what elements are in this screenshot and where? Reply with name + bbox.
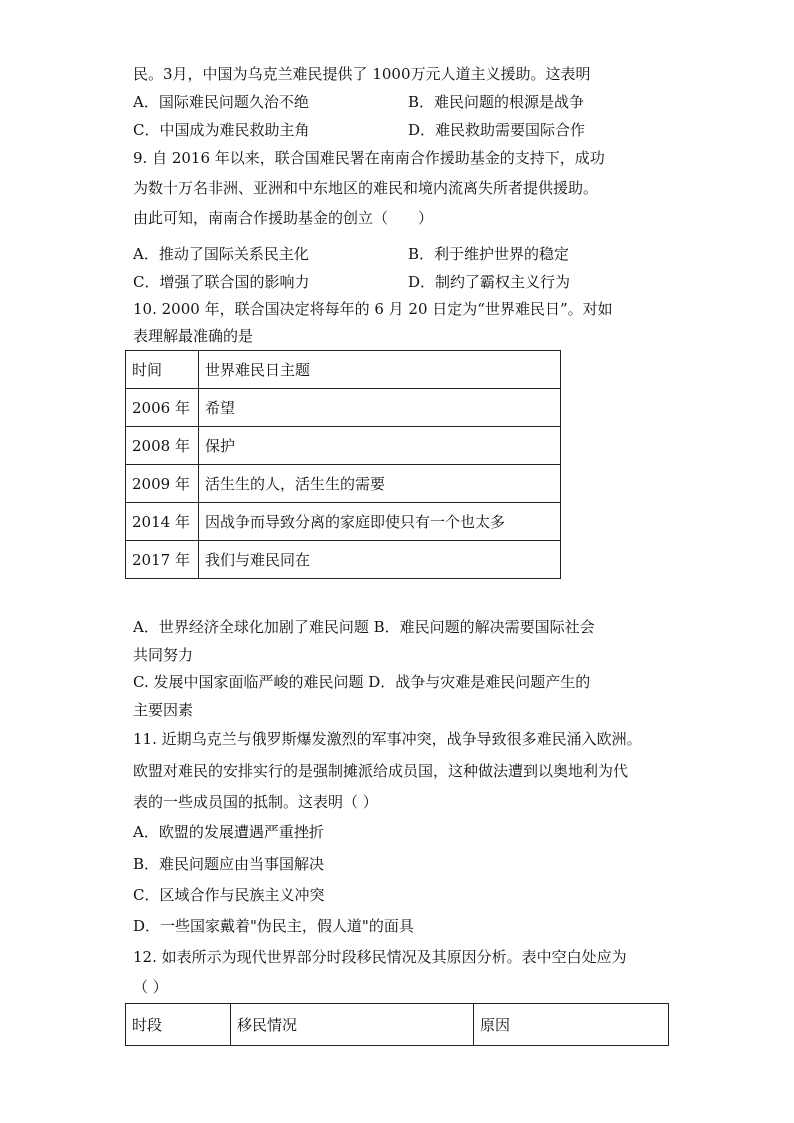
table-row bbox=[126, 427, 561, 465]
table-cell-theme: 我们与难民同在 bbox=[199, 541, 561, 579]
q8-stem-tail: 民。3月，中国为乌克兰难民提供了 1000万元人道主义援助。这表明 bbox=[133, 65, 591, 83]
q8-option-d: D．难民救助需要国际合作 bbox=[408, 121, 586, 139]
q11-stem-line-2: 欧盟对难民的安排实行的是强制摊派给成员国，这种做法遭到以奥地利为代 bbox=[133, 762, 629, 780]
table-cell-theme: 希望 bbox=[199, 389, 561, 427]
q9-option-c: C．增强了联合国的影响力 bbox=[133, 273, 310, 291]
q11-option-a: A．欧盟的发展遭遇严重挫折 bbox=[133, 823, 324, 841]
table-cell-year: 2014 年 bbox=[126, 503, 199, 541]
table-header-row bbox=[126, 351, 561, 389]
table-cell-year: 2008 年 bbox=[126, 427, 199, 465]
q8-option-a: A．国际难民问题久治不绝 bbox=[133, 93, 309, 111]
q9-option-a: A．推动了国际关系民主化 bbox=[133, 245, 309, 263]
q9-stem-line-1: 9. 自 2016 年以来，联合国难民署在南南合作援助基金的支持下，成功 bbox=[133, 149, 605, 167]
q12-stem-line-1: 12. 如表所示为现代世界部分时段移民情况及其原因分析。表中空白处应为 bbox=[133, 948, 627, 966]
q9-stem-line-3: 由此可知，南南合作援助基金的创立（ ） bbox=[133, 209, 434, 227]
q10-stem-line-1: 10. 2000 年，联合国决定将每年的 6 月 20 日定为“世界难民日”。对如 bbox=[133, 300, 613, 318]
table-header-cell: 世界难民日主题 bbox=[199, 351, 561, 389]
q9-option-b: B．利于维护世界的稳定 bbox=[408, 245, 570, 263]
q10-options-line-2: 共同努力 bbox=[133, 646, 194, 664]
table-row bbox=[126, 503, 561, 541]
table-header-cell: 原因 bbox=[474, 1004, 669, 1046]
q9-stem-line-2: 为数十万名非洲、亚洲和中东地区的难民和境内流离失所者提供援助。 bbox=[133, 179, 599, 197]
table-cell-year: 2006 年 bbox=[126, 389, 199, 427]
refugee-day-themes-table bbox=[125, 350, 561, 579]
q8-option-b: B．难民问题的根源是战争 bbox=[408, 93, 585, 111]
table-cell-year: 2017 年 bbox=[126, 541, 199, 579]
table-header-cell: 移民情况 bbox=[231, 1004, 474, 1046]
table-cell-theme: 因战争而导致分离的家庭即使只有一个也太多 bbox=[199, 503, 561, 541]
table-header-cell: 时段 bbox=[126, 1004, 231, 1046]
q10-stem-line-2: 表理解最准确的是 bbox=[133, 327, 254, 345]
table-header-row bbox=[126, 1004, 669, 1046]
q12-stem-line-2: （ ） bbox=[133, 978, 168, 996]
q11-stem-line-3: 表的一些成员国的抵制。这表明（ ） bbox=[133, 793, 378, 811]
q9-option-d: D．制约了霸权主义行为 bbox=[408, 273, 571, 291]
q11-option-b: B．难民问题应由当事国解决 bbox=[133, 855, 325, 873]
q10-options-line-4: 主要因素 bbox=[133, 701, 194, 719]
table-cell-theme: 活生生的人，活生生的需要 bbox=[199, 465, 561, 503]
q10-options-line-3: C. 发展中国家面临严峻的难民问题 D．战争与灾难是难民问题产生的 bbox=[133, 673, 591, 691]
table-row bbox=[126, 541, 561, 579]
q8-option-c: C．中国成为难民救助主角 bbox=[133, 121, 310, 139]
table-cell-year: 2009 年 bbox=[126, 465, 199, 503]
q11-option-c: C．区域合作与民族主义冲突 bbox=[133, 886, 325, 904]
q10-options-line-1: A．世界经济全球化加剧了难民问题 B．难民问题的解决需要国际社会 bbox=[133, 618, 595, 636]
table-row bbox=[126, 389, 561, 427]
q11-option-d: D．一些国家戴着"伪民主，假人道"的面具 bbox=[133, 917, 414, 935]
table-header-cell: 时间 bbox=[126, 351, 199, 389]
table-row bbox=[126, 465, 561, 503]
q11-stem-line-1: 11. 近期乌克兰与俄罗斯爆发激烈的军事冲突，战争导致很多难民涌入欧洲。 bbox=[133, 730, 642, 748]
table-cell-theme: 保护 bbox=[199, 427, 561, 465]
migration-table bbox=[125, 1003, 669, 1046]
